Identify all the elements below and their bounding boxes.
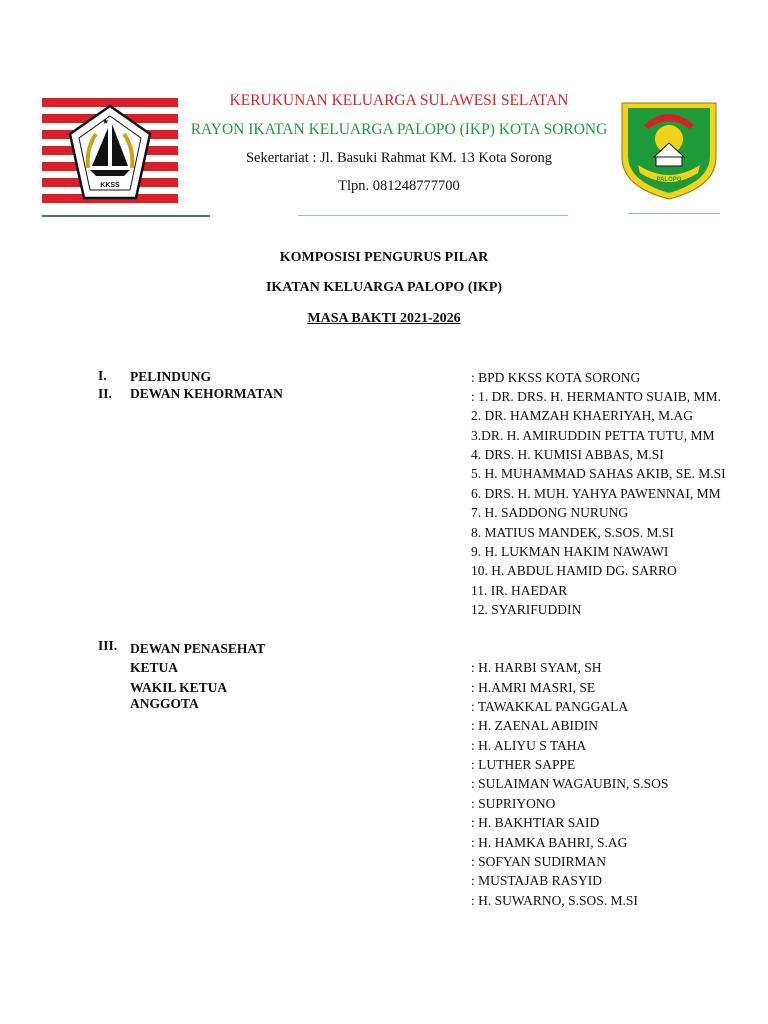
- list-item: : LUTHER SAPPE: [471, 757, 576, 772]
- palopo-logo-text: PALOPO: [656, 177, 682, 183]
- list-item: : SOFYAN SUDIRMAN: [471, 854, 607, 869]
- organization-name: KERUKUNAN KELUARGA SULAWESI SELATAN: [229, 92, 569, 109]
- wakil-ketua-label: WAKIL KETUA: [130, 680, 228, 695]
- list-item: 2. DR. HAMZAH KHAERIYAH, M.AG: [471, 408, 693, 423]
- header-divider-right: [628, 213, 720, 214]
- section-number-1: I.: [98, 368, 107, 383]
- list-item: : H. HARBI SYAM, SH: [471, 660, 602, 675]
- period-title: [0, 311, 768, 327]
- kkss-logo: [42, 98, 178, 206]
- rayon-name: RAYON IKATAN KELUARGA PALOPO (IKP) KOTA SORONG: [190, 121, 608, 138]
- header-divider-left: [42, 215, 210, 217]
- list-item: : SULAIMAN WAGAUBIN, S.SOS: [471, 776, 669, 791]
- secretariat-address: Sekertariat : Jl. Basuki Rahmat KM. 13 Kota Sorong: [245, 150, 553, 166]
- list-item: : SUPRIYONO: [471, 796, 556, 811]
- document-subtitle: IKATAN KELUARGA PALOPO (IKP): [265, 280, 503, 295]
- list-item: 10. H. ABDUL HAMID DG. SARRO: [471, 563, 677, 578]
- palopo-shield-logo: [618, 95, 720, 201]
- list-item: 4. DRS. H. KUMISI ABBAS, M.SI: [471, 447, 664, 462]
- kkss-logo-text: KKSS: [100, 182, 120, 189]
- section-label-dewan-kehormatan: DEWAN KEHORMATAN: [130, 386, 283, 401]
- list-item: 11. IR. HAEDAR: [471, 583, 568, 598]
- section-label-dewan-penasehat: DEWAN PENASEHAT: [130, 641, 266, 656]
- list-item: : MUSTAJAB RASYID: [471, 873, 602, 888]
- list-item: 3.DR. H. AMIRUDDIN PETTA TUTU, MM: [471, 428, 715, 443]
- list-item: 6. DRS. H. MUH. YAHYA PAWENNAI, MM: [471, 486, 721, 501]
- list-item: : TAWAKKAL PANGGALA: [471, 699, 629, 714]
- list-item: : H. ALIYU S TAHA: [471, 738, 587, 753]
- list-item: 12. SYARIFUDDIN: [471, 602, 582, 617]
- list-item: 5. H. MUHAMMAD SAHAS AKIB, SE. M.SI: [471, 466, 726, 481]
- anggota-label: ANGGOTA: [130, 696, 199, 711]
- list-item: : H. ZAENAL ABIDIN: [471, 718, 598, 733]
- list-item: : 1. DR. DRS. H. HERMANTO SUAIB, MM.: [471, 389, 721, 404]
- section-label-pelindung: PELINDUNG: [130, 369, 212, 384]
- list-item: 8. MATIUS MANDEK, S.SOS. M.SI: [471, 525, 674, 540]
- list-item: : H.AMRI MASRI, SE: [471, 680, 596, 695]
- list-item: : H. SUWARNO, S.SOS. M.SI: [471, 893, 638, 908]
- pelindung-value: : BPD KKSS KOTA SORONG: [471, 370, 641, 385]
- header-divider-middle: [298, 215, 568, 216]
- section-number-2: II.: [98, 386, 112, 401]
- section-number-3: III.: [98, 638, 118, 653]
- document-title: KOMPOSISI PENGURUS PILAR: [279, 250, 489, 265]
- list-item: 9. H. LUKMAN HAKIM NAWAWI: [471, 544, 669, 559]
- svg-text:★: ★: [102, 117, 110, 126]
- list-item: : H. HAMKA BAHRI, S.AG: [471, 835, 628, 850]
- period-title-text: MASA BAKTI 2021-2026: [307, 311, 461, 326]
- phone-number: Tlpn. 081248777700: [338, 178, 460, 194]
- list-item: : H. BAKHTIAR SAID: [471, 815, 600, 830]
- list-item: 7. H. SADDONG NURUNG: [471, 505, 629, 520]
- ketua-label: KETUA: [130, 660, 179, 675]
